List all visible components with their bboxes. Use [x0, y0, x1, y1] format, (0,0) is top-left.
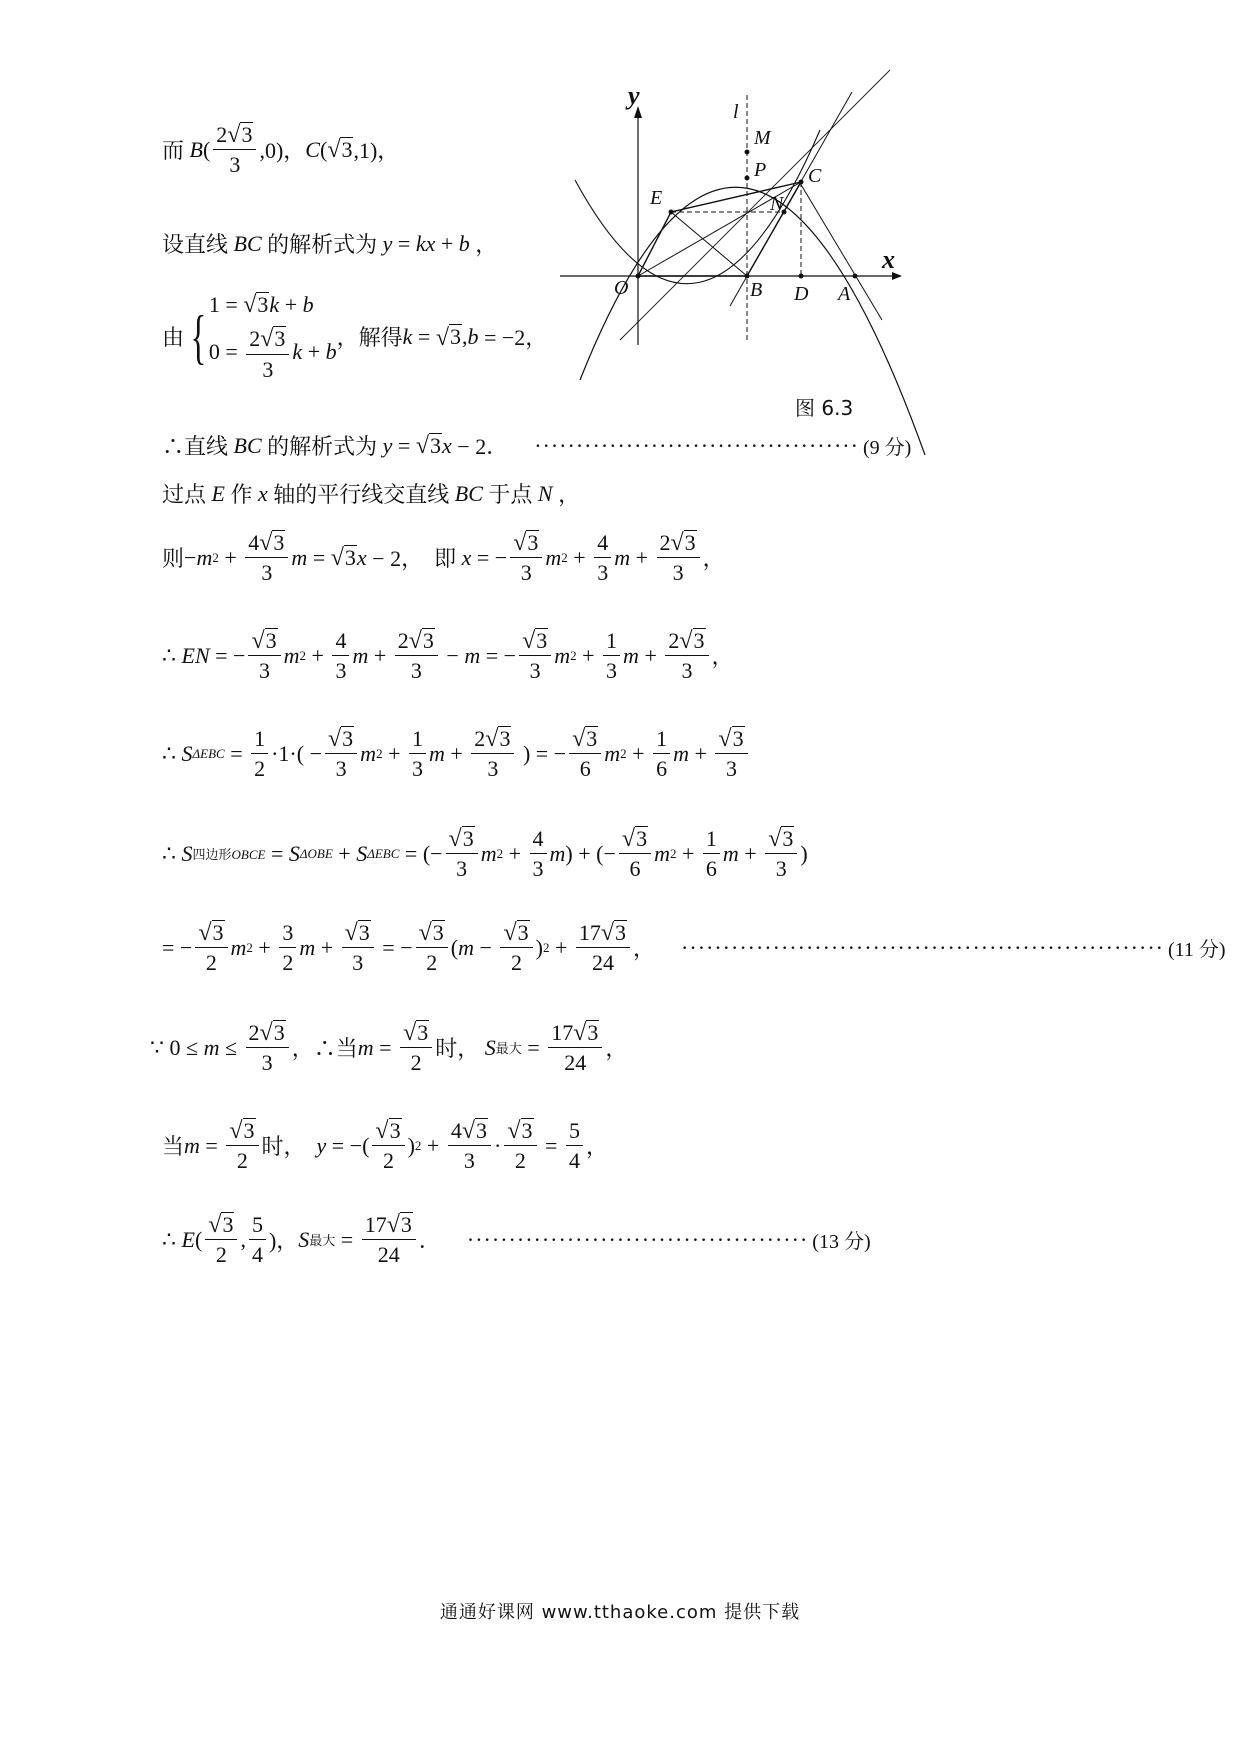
label-p: P — [754, 159, 767, 181]
line-points-bc: 而 B ( 2 √ 3 3 ,0)， C ( √ 3 ,1)， — [162, 122, 400, 178]
dot-leader: ······································· — [534, 432, 859, 458]
label-b: B — [750, 279, 763, 301]
parabola-large — [580, 187, 925, 455]
line-final: ∴ E ( √ 3 2 , $\frac{5}{4}$ )， S 最大 = 17 √ 3 24 ． ········································· (13 分) — [162, 1212, 871, 1268]
dot-leader: ········································· — [466, 1226, 809, 1252]
dot-leader: ·························································· — [681, 934, 1164, 960]
point-b — [745, 274, 750, 279]
line-s-quad: ∴ S 四边形OBCE = S ΔOBE + S ΔEBC = (− √ 3 3 m 2 + $\frac{4}{3}$ m ) + (− √ 3 6 m 2 + $\frac{1}{6}$ m + √ 3 3 ) — [162, 826, 808, 882]
line-system: 由 { 1 = √ 3 k + b 0 = 2 √ 3 3 k + b ，解得 k = √ 3 , b = −2， — [162, 292, 548, 382]
label-m: M — [754, 127, 771, 149]
line-through-e: 过点 E 作 x 轴的平行线交直线 BC 于点 N ， — [162, 480, 581, 507]
points-11: (11 分) — [1167, 939, 1226, 962]
label-n: N — [770, 193, 784, 215]
label-y-axis: y — [628, 81, 640, 110]
figure-caption: 图 6.3 — [795, 396, 854, 420]
point-d — [799, 274, 804, 279]
label-a: A — [838, 283, 851, 305]
label-o: O — [614, 277, 629, 299]
line-bc-result: ∴直线 BC 的解析式为 y = √ 3 x − 2． ······································· (9 分) — [162, 432, 912, 460]
point-m — [745, 150, 750, 155]
line-set-bc: 设直线 BC 的解析式为 y = kx + b ， — [162, 230, 498, 257]
footer-watermark: 通通好课网 www.tthaoke.com 提供下载 — [439, 1602, 801, 1623]
label-l: l — [733, 101, 739, 123]
point-c — [799, 180, 804, 185]
line-equation-n: 则 − m 2 + 4 √ 3 3 m = √ 3 x − 2， 即 x = − √ 3 3 m 2 + $\frac{4}{3}$ m + 2 √ 3 3 ， — [162, 530, 725, 586]
label-d: D — [794, 283, 809, 305]
point-e — [669, 210, 674, 215]
label-e: E — [650, 187, 663, 209]
line-s-ebc: ∴ S ΔEBC = $\frac{1}{2}$ ·1·( − √ 3 3 m 2 + $\frac{1}{3}$ m + 2 √ 3 3 ) = − √ 3 6 m 2 + $\frac{1}{6}$ m + √ 3 3 — [162, 726, 751, 782]
label-x-axis: x — [882, 245, 895, 274]
label-c: C — [808, 165, 822, 187]
point-o — [636, 274, 641, 279]
parabola-figure — [614, 81, 920, 370]
points-9: (9 分) — [862, 437, 912, 459]
point-p — [745, 176, 750, 181]
points-13: (13 分) — [812, 1231, 871, 1254]
segment-eb — [671, 212, 747, 276]
point-a — [853, 274, 858, 279]
line-en: ∴ EN = − √ 3 3 m 2 + $\frac{4}{3}$ m + 2 √ 3 3 − m = − √ 3 3 m 2 + $\frac{1}{3}$ m + 2 √ 3 3 ， — [162, 628, 734, 684]
line-s-simplify: = − √ 3 2 m 2 + $\frac{3}{2}$ m + √ 3 3 = − √ 3 2 ( m − √ 3 2 ) 2 + 17 √ 3 24 ， ·························································· (11 分) — [162, 920, 1226, 976]
line-y-value: 当 m = √ 3 2 时， y = −( √ 3 2 ) 2 + 4 √ 3 3 · √ 3 2 = $\frac{5}{4}$ ， — [162, 1118, 608, 1174]
line-range-m: ∵ 0 ≤ m ≤ 2 √ 3 3 ， ∴当 m = √ 3 2 时， S 最大 = 17 √ 3 24 ， — [150, 1020, 628, 1076]
